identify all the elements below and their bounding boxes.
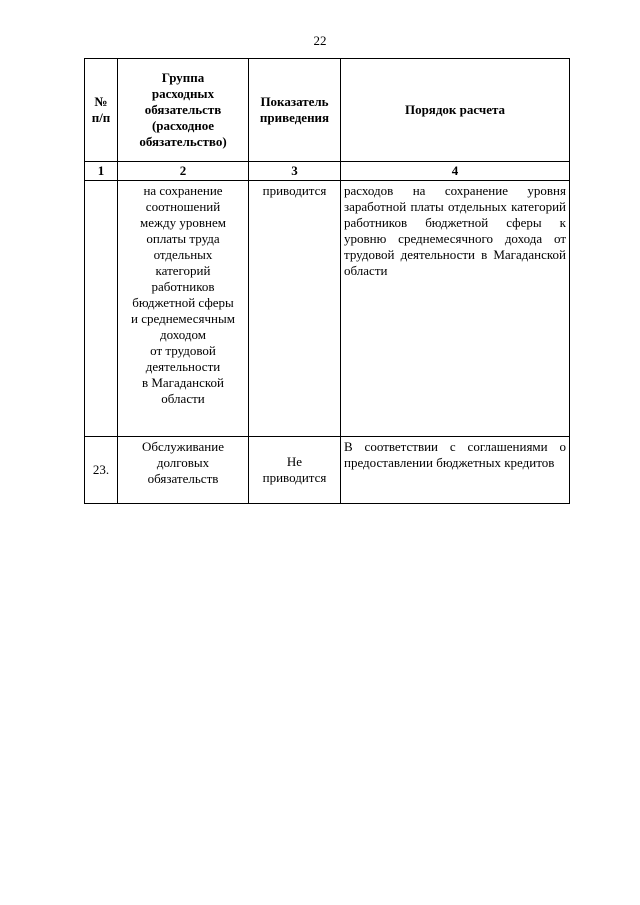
row-group: Обслуживание долговых обязательств [118, 437, 249, 504]
table-row [85, 181, 570, 437]
column-index: 3 [249, 162, 341, 181]
header-indicator: Показатель приведения [249, 59, 341, 162]
table-row [85, 437, 570, 504]
row-number: 23. [85, 437, 118, 504]
row-indicator: Не приводится [249, 437, 341, 504]
row-method: В соответствии с соглашениями о предоставлении бюджетных кредитов [341, 437, 570, 504]
column-index: 2 [118, 162, 249, 181]
row-method: расходов на сохранение уровня заработной платы отдельных категорий работников бюджетной сферы к уровню среднемесячного дохода от трудовой деятельности в Магаданской области [341, 181, 570, 437]
column-index-row [85, 162, 570, 181]
page-number: 22 [313, 33, 327, 48]
row-indicator: приводится [249, 181, 341, 437]
column-index: 4 [341, 162, 570, 181]
expenditure-table [84, 58, 570, 504]
row-group: на сохранение соотношений между уровнем оплаты труда отдельных категорий работников бюджетной сферы и среднемесячным доходом от трудовой деятельности в Магаданской области [118, 181, 249, 437]
table-header-row [85, 59, 570, 162]
header-method: Порядок расчета [341, 59, 570, 162]
header-number: № п/п [85, 59, 118, 162]
header-group: Группа расходных обязательств (расходное обязательство) [118, 59, 249, 162]
column-index: 1 [85, 162, 118, 181]
row-number [85, 181, 118, 437]
